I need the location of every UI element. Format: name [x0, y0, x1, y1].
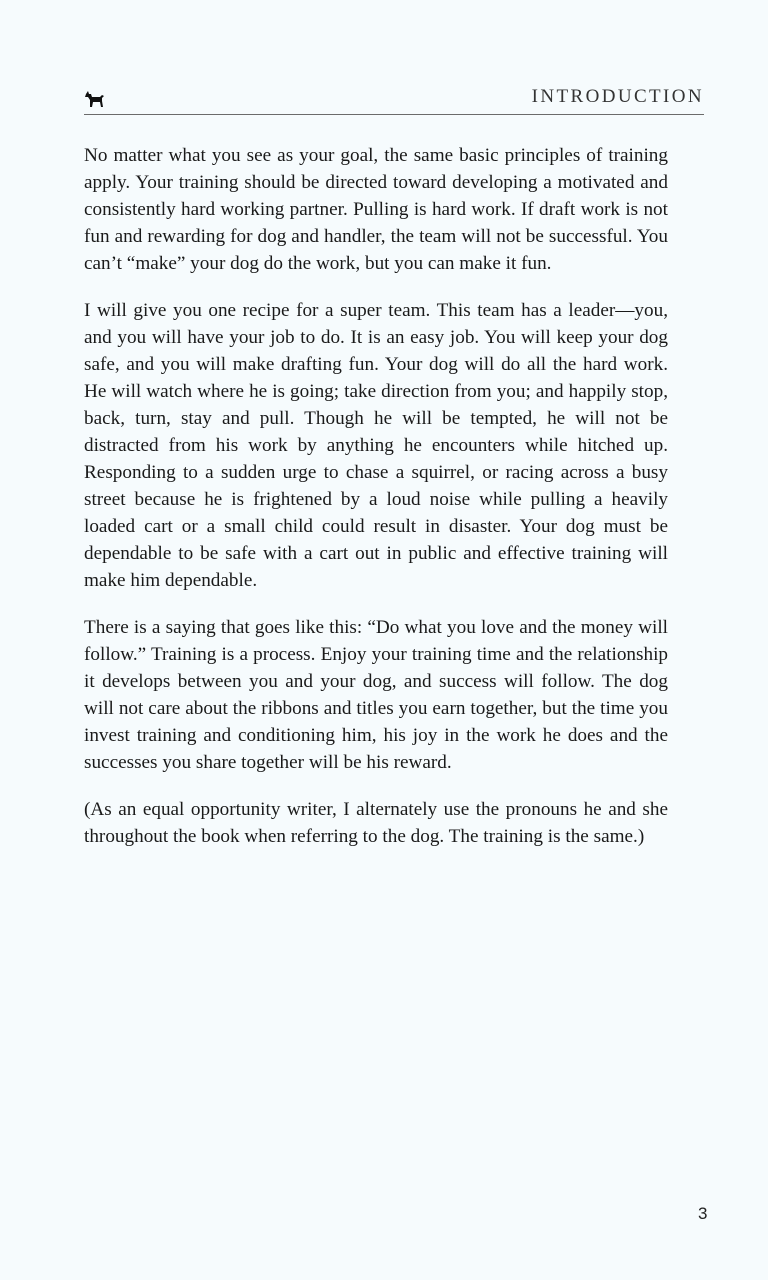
dog-silhouette-icon: [84, 88, 106, 110]
paragraph: I will give you one recipe for a super team. This team has a leader—you, and you will have your job to do. It is an easy job. You will keep your dog safe, and you will make drafting fun. Your dog will do all the hard work. He will watch where he is going; take direction from you; and happily stop, back, turn, stay and pull. Though he will be tempted, he will not be distracted from his work by anything he encounters while hitched up. Responding to a sudden urge to chase a squirrel, or racing across a busy street because he is frightened by a loud noise while pulling a heavily loaded cart or a small child could result in disaster. Your dog must be dependable to be safe with a cart out in public and effective training will make him dependable.: [84, 300, 668, 591]
paragraph: (As an equal opportunity writer, I alternately use the pronouns he and she throughout the book when referring to the dog. The training is the same.): [84, 799, 668, 847]
body-text: [84, 142, 668, 870]
page-header: [84, 86, 704, 115]
running-head: INTRODUCTION: [531, 86, 704, 107]
paragraph: No matter what you see as your goal, the same basic principles of training apply. Your training should be directed toward developing a motivated and consistently hard working partner. Pulling is hard work. If draft work is not fun and rewarding for dog and handler, the team will not be successful. You can’t “make” your dog do the work, but you can make it fun.: [84, 145, 668, 274]
page-number: 3: [698, 1204, 708, 1223]
paragraph: There is a saying that goes like this: “Do what you love and the money will follow.” Training is a process. Enjoy your training time and the relationship it develops between you and your dog, and success will follow. The dog will not care about the ribbons and titles you earn together, but the time you invest training and conditioning him, his joy in the work he does and the successes you share together will be his reward.: [84, 617, 668, 773]
